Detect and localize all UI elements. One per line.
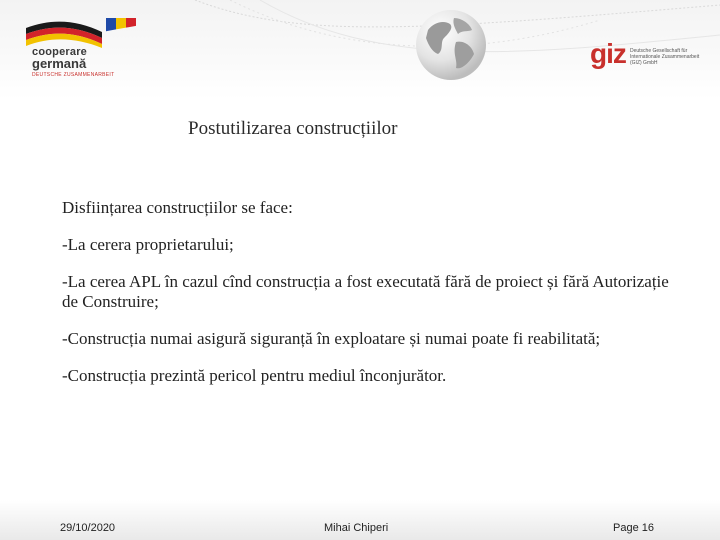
logo-text-deutsche: DEUTSCHE ZUSAMMENARBEIT [32, 72, 115, 78]
slide-footer [0, 500, 720, 540]
globe-icon [414, 8, 488, 82]
flag-ribbon-icon [22, 18, 152, 48]
body-paragraph: -Construcția numai asigură siguranță în exploatare și numai poate fi reabilitată; [62, 329, 601, 348]
giz-logo-text: Deutsche Gesellschaft für Internationale Zusammenarbeit (GIZ) GmbH [630, 48, 700, 66]
logo-text-cooperare: cooperare [32, 46, 87, 58]
slide-body [62, 198, 672, 403]
body-paragraph: Disființarea construcțiilor se face: [62, 198, 293, 217]
footer-page-number: Page 16 [613, 522, 654, 534]
footer-author: Mihai Chiperi [324, 522, 389, 534]
body-paragraph: -La cerera proprietarului; [62, 235, 234, 254]
slide-title: Postutilizarea construcțiilor [188, 118, 398, 139]
slide-header [0, 0, 720, 100]
body-paragraph: -La cerea APL în cazul cînd construcția a fost executată fără de proiect și fără Autorizație de Construire; [62, 272, 669, 311]
footer-date: 29/10/2020 [60, 522, 116, 534]
giz-logo-mark: giz [590, 38, 626, 69]
logo-text-germana: germană [32, 56, 87, 71]
body-paragraph: -Construcția prezintă pericol pentru mediul înconjurător. [62, 366, 447, 385]
cooperare-germana-logo [22, 18, 152, 80]
